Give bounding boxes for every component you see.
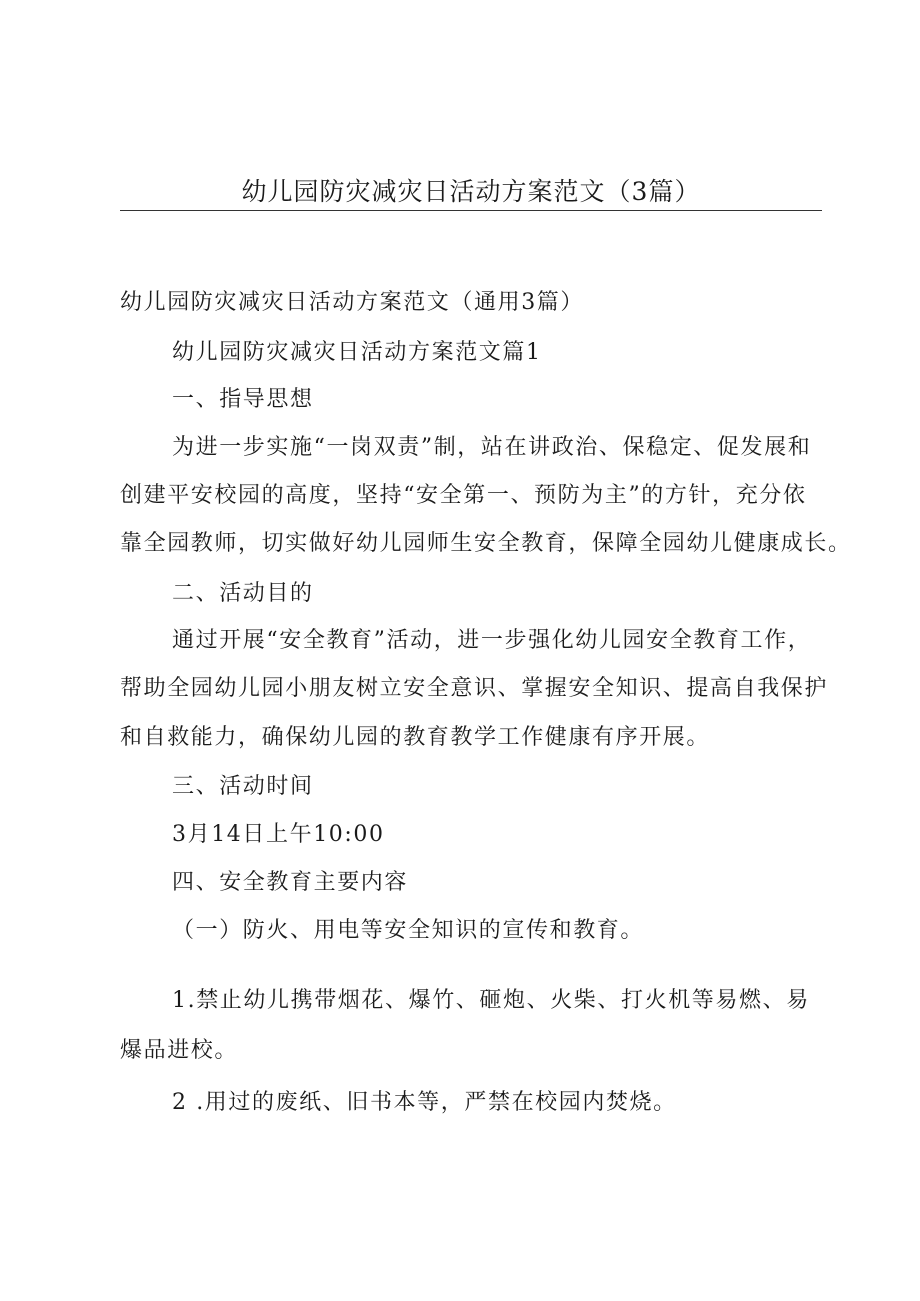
- heading-guiding-ideology: 一、指导思想: [172, 387, 314, 412]
- paragraph-line: 为进一步实施“一岗双责”制，站在讲政治、保稳定、促发展和: [172, 435, 812, 460]
- subheading-fire-safety: （一）防火、用电等安全知识的宣传和教育。: [172, 918, 645, 943]
- paragraph-line: 通过开展“安全教育”活动，进一步强化幼儿园安全教育工作，: [172, 628, 812, 653]
- list-item-line: 1.禁止幼儿携带烟花、爆竹、砸炮、火柴、打火机等易燃、易: [172, 988, 810, 1013]
- heading-activity-purpose: 二、活动目的: [172, 581, 314, 606]
- list-item-line: 2 .用过的废纸、旧书本等，严禁在校园内焚烧。: [172, 1090, 677, 1115]
- paragraph-line: 靠全园教师，切实做好幼儿园师生安全教育，保障全园幼儿健康成长。: [120, 531, 852, 556]
- paragraph-line: 帮助全园幼儿园小朋友树立安全意识、掌握安全知识、提高自我保护: [120, 676, 829, 701]
- list-item-line: 爆品进校。: [120, 1038, 239, 1063]
- subtitle-line: 幼儿园防灾减灾日活动方案范文（通用3篇）: [120, 290, 584, 315]
- activity-time-value: 3月14日上午10:00: [172, 822, 385, 847]
- paragraph-line: 和自救能力，确保幼儿园的教育教学工作健康有序开展。: [120, 725, 711, 750]
- section-title-line: 幼儿园防灾减灾日活动方案范文篇1: [172, 340, 542, 365]
- document-title: 幼儿园防灾减灾日活动方案范文（3篇）: [241, 177, 701, 206]
- heading-main-content: 四、安全教育主要内容: [172, 870, 409, 895]
- title-underline: [120, 210, 822, 211]
- paragraph-line: 创建平安校园的高度，坚持“安全第一、预防为主”的方针，充分依: [120, 483, 807, 508]
- heading-activity-time: 三、活动时间: [172, 774, 314, 799]
